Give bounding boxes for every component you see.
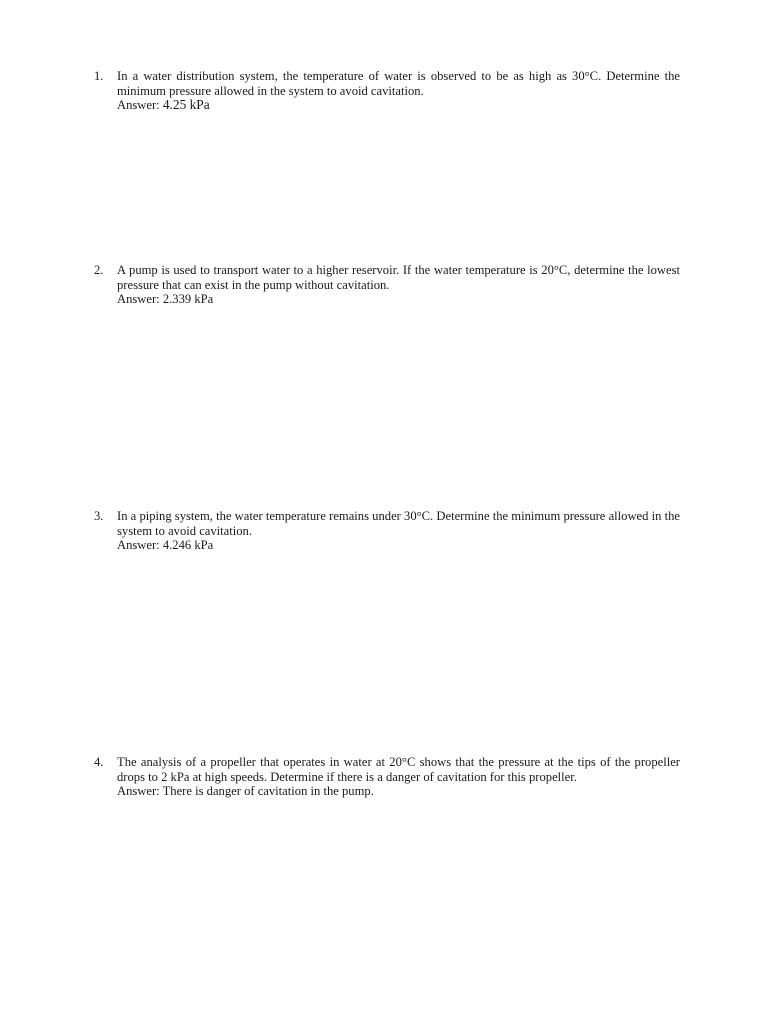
answer-value: There is danger of cavitation in the pump. <box>162 784 374 798</box>
problem-question: The analysis of a propeller that operates in water at 20°C shows that the pressure at the tips of the propeller drops to 2 kPa at high speeds. Determine if there is a danger of cavitation for this propeller. <box>117 755 680 784</box>
problem-3 <box>94 509 680 553</box>
problem-answer <box>117 292 680 307</box>
answer-label: Answer: <box>117 292 160 306</box>
answer-label: Answer: <box>117 98 160 112</box>
problem-answer <box>117 98 680 113</box>
problem-body <box>117 263 680 307</box>
answer-value: 2.339 kPa <box>162 292 214 306</box>
problem-question: In a water distribution system, the temperature of water is observed to be as high as 30°C. Determine the minimum pressure allowed in the system to avoid cavitation. <box>117 69 680 98</box>
problem-4 <box>94 755 680 799</box>
answer-value: 4.246 kPa <box>162 538 214 552</box>
answer-value: 4.25 kPa <box>162 97 210 112</box>
answer-label: Answer: <box>117 784 160 798</box>
problem-body <box>117 509 680 553</box>
problem-2 <box>94 263 680 307</box>
problem-body <box>117 755 680 799</box>
problem-number: 3. <box>94 509 104 523</box>
problem-answer <box>117 784 680 799</box>
problem-body <box>117 69 680 113</box>
problem-question: A pump is used to transport water to a higher reservoir. If the water temperature is 20°C, determine the lowest pressure that can exist in the pump without cavitation. <box>117 263 680 292</box>
problem-number: 4. <box>94 755 104 769</box>
answer-label: Answer: <box>117 538 160 552</box>
problem-number: 1. <box>94 69 104 83</box>
problem-answer <box>117 538 680 553</box>
problem-question: In a piping system, the water temperature remains under 30°C. Determine the minimum pressure allowed in the system to avoid cavitation. <box>117 509 680 538</box>
problem-number: 2. <box>94 263 104 277</box>
problem-1 <box>94 69 680 113</box>
